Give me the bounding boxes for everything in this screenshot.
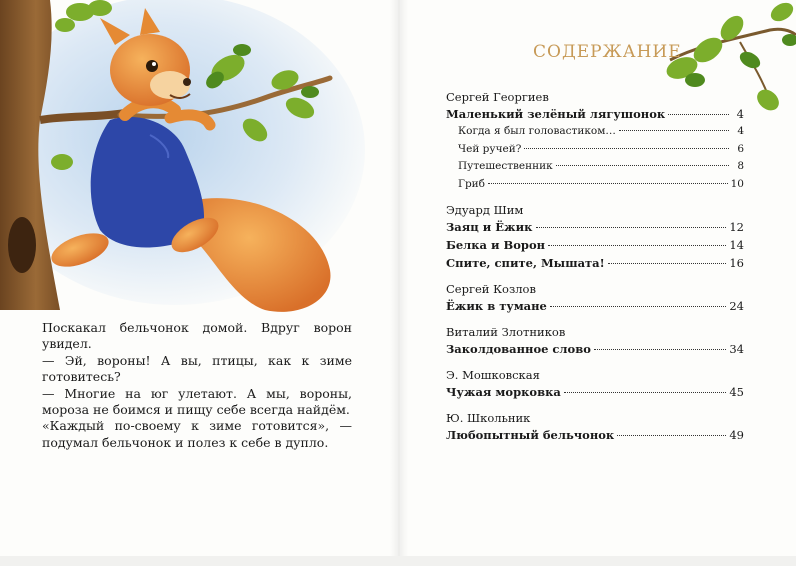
toc-entry-title: Ёжик в тумане	[446, 299, 547, 313]
toc-page-number: 45	[729, 385, 744, 399]
toc-page-number: 49	[729, 428, 744, 442]
toc-page-number: 34	[729, 342, 744, 356]
toc-page-number: 8	[737, 160, 744, 172]
toc-entry-title: Чужая морковка	[446, 385, 561, 399]
toc-entry[interactable]	[446, 105, 744, 123]
toc-leader-dots	[619, 130, 729, 131]
toc-entry[interactable]	[446, 218, 744, 236]
toc-entry-title: Спите, спите, Мышата!	[446, 256, 605, 270]
toc-page-number: 4	[737, 125, 744, 137]
table-of-contents	[446, 90, 744, 444]
toc-entry[interactable]	[446, 176, 744, 194]
toc-leader-dots	[550, 306, 726, 307]
toc-entry-title: Чей ручей?	[458, 142, 522, 155]
toc-leader-dots	[556, 165, 729, 166]
story-paragraph: — Многие на юг улетают. А мы, вороны, мороза не боимся и пищу себе всегда найдём.	[42, 385, 352, 418]
toc-entry[interactable]	[446, 383, 744, 401]
toc-leader-dots	[608, 263, 727, 264]
book-gutter	[390, 0, 408, 556]
toc-author: Эдуард Шим	[446, 203, 524, 217]
toc-page-number: 6	[737, 142, 744, 155]
toc-page-number: 10	[730, 177, 744, 190]
story-text	[42, 320, 352, 451]
toc-leader-dots	[564, 392, 727, 393]
toc-entry[interactable]	[446, 236, 744, 254]
toc-leader-dots	[617, 435, 726, 436]
squirrel-on-branch-illustration	[0, 0, 396, 320]
toc-entry-title: Заяц и Ёжик	[446, 220, 533, 234]
toc-author: Ю. Школьник	[446, 411, 531, 425]
toc-entry-title: Путешественник	[458, 160, 553, 172]
toc-entry-title: Заколдованное слово	[446, 342, 591, 356]
story-paragraph: «Каждый по-своему к зиме готовится», — подумал бельчонок и полез к себе в дупло.	[42, 418, 352, 450]
toc-leader-dots	[548, 245, 726, 246]
toc-entry[interactable]	[446, 340, 744, 358]
toc-author: Сергей Георгиев	[446, 90, 549, 104]
story-paragraph: Поскакал бельчонок домой. Вдруг ворон увидел.	[42, 320, 352, 352]
toc-entry-title: Любопытный бельчонок	[446, 428, 615, 442]
story-paragraph: — Эй, вороны! А вы, птицы, как к зиме готовитесь?	[42, 352, 352, 385]
toc-entry-title: Белка и Ворон	[446, 238, 546, 252]
toc-page-number: 24	[729, 299, 744, 313]
toc-entry[interactable]	[446, 158, 744, 176]
toc-author: Сергей Козлов	[446, 282, 536, 296]
toc-entry-title: Маленький зелёный лягушонок	[446, 107, 666, 121]
toc-page-number: 14	[729, 238, 744, 252]
left-page	[0, 0, 396, 556]
toc-entry[interactable]	[446, 254, 744, 272]
toc-entry[interactable]	[446, 426, 744, 444]
toc-leader-dots	[536, 227, 727, 228]
toc-leader-dots	[668, 114, 729, 115]
toc-author: Э. Мошковская	[446, 368, 540, 382]
toc-entry[interactable]	[446, 297, 744, 315]
toc-leader-dots	[524, 148, 729, 149]
toc-leader-dots	[594, 349, 726, 350]
toc-leader-dots	[488, 183, 728, 184]
toc-entry[interactable]	[446, 141, 744, 159]
toc-entry-title: Гриб	[458, 177, 485, 190]
toc-page-number: 12	[729, 220, 744, 234]
toc-author: Виталий Злотников	[446, 325, 566, 339]
toc-page-number: 16	[729, 256, 744, 270]
toc-title: СОДЕРЖАНИЕ	[533, 42, 682, 62]
toc-entry-title: Когда я был головастиком…	[458, 125, 616, 137]
toc-entry[interactable]	[446, 123, 744, 141]
toc-page-number: 4	[736, 107, 744, 121]
